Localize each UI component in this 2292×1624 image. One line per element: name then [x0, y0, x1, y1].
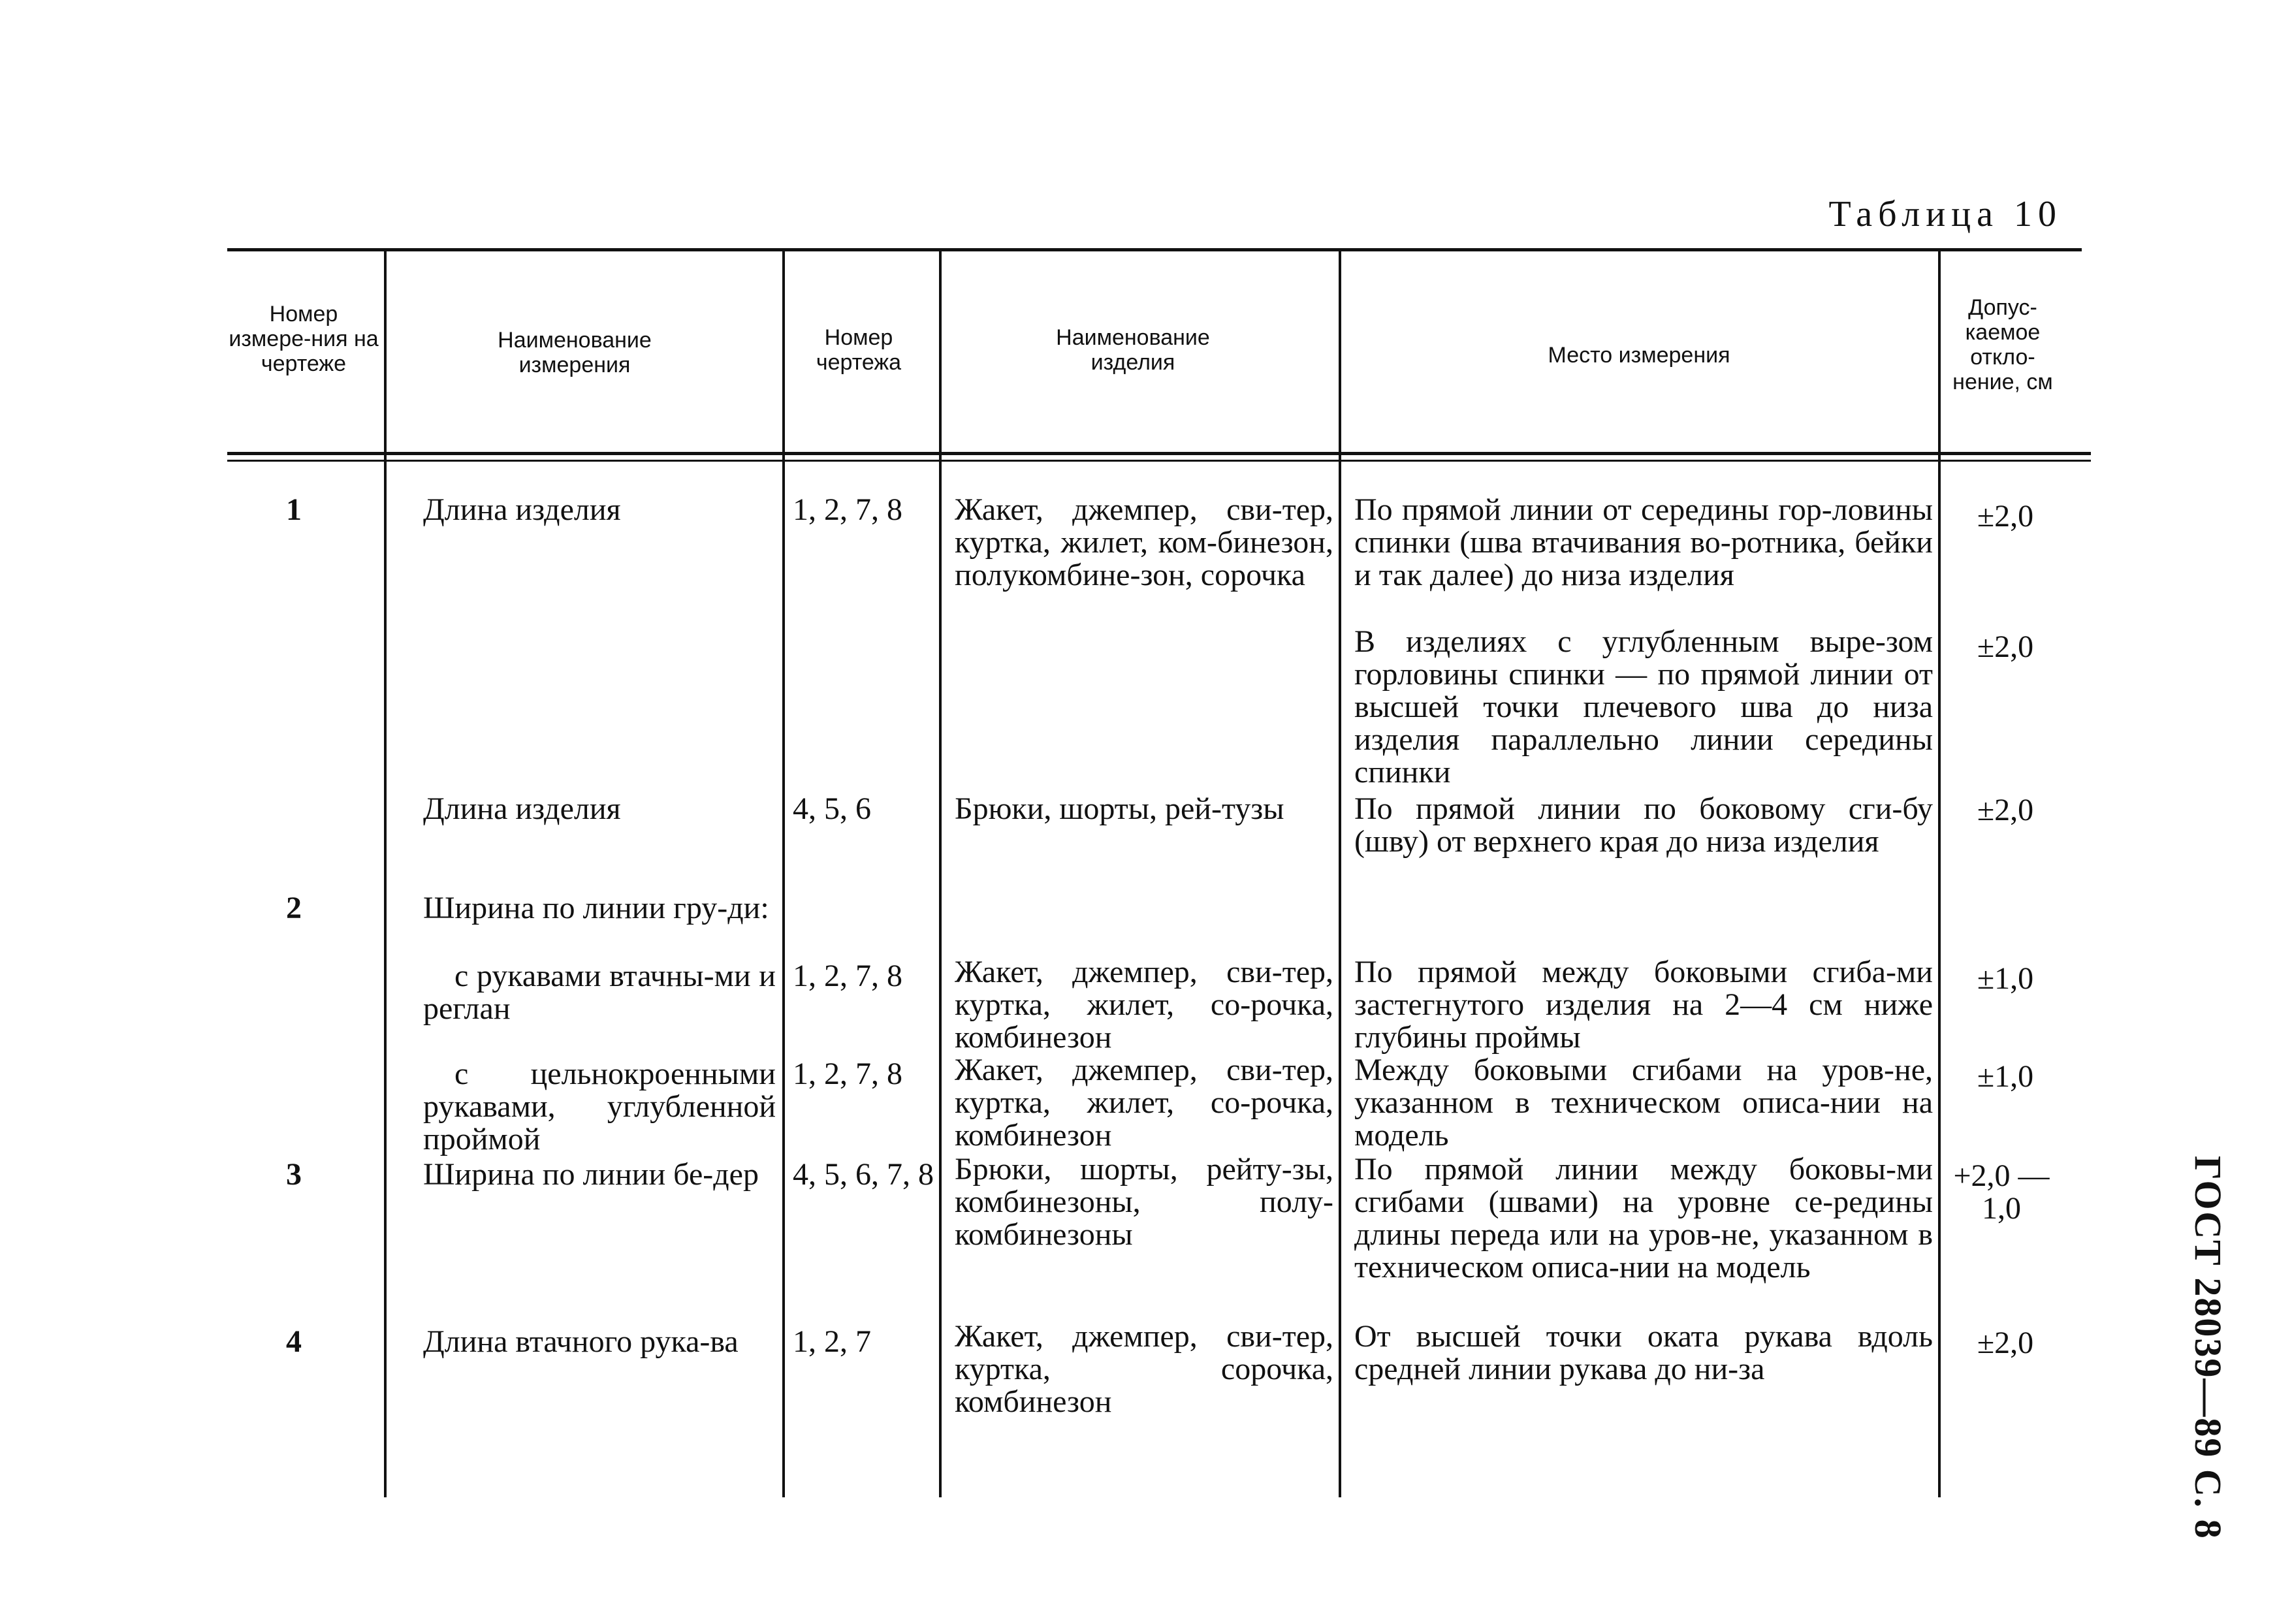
header-measure-number: Номер измере-ния на чертеже	[229, 302, 379, 376]
column-divider-5	[1938, 251, 1941, 1497]
header-measure-name: Наименование измерения	[498, 328, 652, 377]
row-2b-measure-name: с цельнокроенными рукавами, углубленной проймой	[423, 1057, 776, 1156]
header-product-name: Наименование изделия	[1056, 325, 1210, 375]
row-2a-drawings: 1, 2, 7, 8	[793, 959, 902, 993]
row-2b-tolerance: ±1,0	[1977, 1059, 2034, 1094]
row-4-place: От высшей точки оката рукава вдоль средней линии рукава до ни-за	[1354, 1319, 1933, 1386]
row-1c-measure-name: Длина изделия	[423, 791, 621, 826]
column-divider-2	[782, 251, 785, 1497]
row-3-measure-name: Ширина по линии бе-дер	[423, 1157, 759, 1192]
column-divider-4	[1339, 251, 1341, 1497]
row-1c-product: Брюки, шорты, рей-тузы	[955, 791, 1284, 826]
row-2b-place: Между боковыми сгибами на уров-не, указанном в техническом описа-нии на модель	[1354, 1053, 1933, 1153]
row-3-number: 3	[286, 1157, 302, 1192]
table-top-rule	[227, 248, 2082, 251]
row-3-place: По прямой линии между боковы-ми сгибами (швами) на уровне се-редины длины переда или на уров-не, указанном в техническом описа-нии на модель	[1354, 1152, 1933, 1284]
row-2b-drawings: 1, 2, 7, 8	[793, 1057, 902, 1091]
row-2b-product: Жакет, джемпер, сви-тер, куртка, жилет, со-рочка, комбинезон	[955, 1053, 1333, 1153]
row-4-product: Жакет, джемпер, сви-тер, куртка, сорочка, комбинезон	[955, 1319, 1333, 1419]
row-1-tolerance: ±2,0	[1977, 499, 2034, 533]
row-2a-product: Жакет, джемпер, сви-тер, куртка, жилет, со-рочка, комбинезон	[955, 955, 1333, 1055]
row-3-product: Брюки, шорты, рейту-зы, комбинезоны, полу-комбинезоны	[955, 1152, 1333, 1252]
row-4-tolerance: ±2,0	[1977, 1326, 2034, 1360]
row-1-measure-name: Длина изделия	[423, 492, 621, 527]
header-measure-place: Место измерения	[1548, 343, 1730, 368]
header-tolerance: Допус-каемое откло-нение, см	[1952, 295, 2053, 394]
header-drawing-number: Номер чертежа	[816, 325, 902, 375]
row-4-number: 4	[286, 1324, 302, 1359]
row-2a-measure-name: с рукавами втачны-ми и реглан	[423, 959, 776, 1026]
row-4-measure-name: Длина втачного рука-ва	[423, 1324, 739, 1359]
row-4-drawings: 1, 2, 7	[793, 1324, 871, 1359]
column-divider-3	[939, 251, 942, 1497]
row-1-number: 1	[286, 492, 302, 527]
row-1-place: По прямой линии от середины гор-ловины спинки (шва втачивания во-ротника, бейки и так далее) до низа изделия	[1354, 492, 1933, 592]
row-2-number: 2	[286, 891, 302, 925]
row-1b-place: В изделиях с углубленным выре-зом горловины спинки — по прямой линии от высшей точки плечевого шва до низа изделия параллельно линии середины спинки	[1354, 624, 1933, 789]
row-3-tolerance: +2,0 —1,0	[1953, 1158, 2050, 1226]
row-1b-tolerance: ±2,0	[1977, 629, 2034, 664]
column-divider-1	[384, 251, 387, 1497]
header-bottom-rule-2	[227, 460, 2091, 462]
row-1c-place: По прямой линии по боковому сги-бу (шву) от верхнего края до низа изделия	[1354, 791, 1933, 859]
row-2-measure-name: Ширина по линии гру-ди:	[423, 891, 769, 925]
row-3-drawings: 4, 5, 6, 7, 8	[793, 1157, 934, 1192]
row-1-drawings: 1, 2, 7, 8	[793, 492, 902, 527]
header-bottom-rule	[227, 452, 2091, 455]
standard-page-label: ГОСТ 28039—89 С. 8	[2187, 1156, 2229, 1540]
row-1c-drawings: 4, 5, 6	[793, 791, 871, 826]
row-2a-tolerance: ±1,0	[1977, 961, 2034, 996]
table-caption: Таблица 10	[1828, 194, 2062, 234]
row-1c-tolerance: ±2,0	[1977, 793, 2034, 827]
row-1-product: Жакет, джемпер, сви-тер, куртка, жилет, ком-бинезон, полукомбине-зон, сорочка	[955, 492, 1333, 592]
row-2a-place: По прямой между боковыми сгиба-ми застегнутого изделия на 2—4 см ниже глубины проймы	[1354, 955, 1933, 1055]
